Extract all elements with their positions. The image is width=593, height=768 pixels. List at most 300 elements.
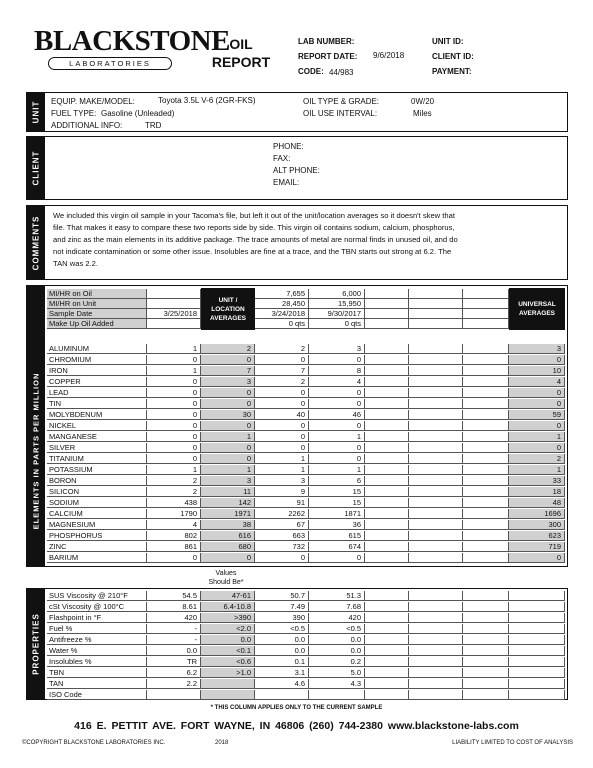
- email-label: EMAIL:: [273, 178, 300, 187]
- element-row-cell: 663: [255, 531, 309, 541]
- elements-section: [26, 285, 568, 567]
- sample-info-row: [47, 309, 567, 319]
- comment-line: file. That makes it easy to compare these two reports side by side. This virgin oil contains sodium, calcium, phosphorus,: [53, 223, 455, 232]
- sample-info-row-cell: 0 qts: [309, 319, 365, 329]
- element-row-cell: 4: [509, 377, 565, 387]
- element-row-cell: 1: [201, 465, 255, 475]
- property-row-label: cSt Viscosity @ 100°C: [47, 602, 147, 612]
- element-row-cell: 3: [201, 476, 255, 486]
- element-row-cell: 59: [509, 410, 565, 420]
- code-value: 44/983: [329, 68, 354, 77]
- element-row-cell: 0: [201, 355, 255, 365]
- property-row: [47, 679, 567, 689]
- element-row: [47, 476, 567, 486]
- comment-line: and zinc as the main elements in its additive package. The trace amounts of metal are normal finds in unused oil, and do: [53, 235, 458, 244]
- property-row: [47, 690, 567, 700]
- element-row-cell: [463, 377, 509, 387]
- element-row-cell: 0: [255, 388, 309, 398]
- sample-info-row: [47, 299, 567, 309]
- element-row-cell: 30: [201, 410, 255, 420]
- property-row-cell: [365, 591, 409, 601]
- property-row-label: TBN: [47, 668, 147, 678]
- element-row-cell: 9: [255, 487, 309, 497]
- element-row-cell: 0: [147, 553, 201, 563]
- element-row-cell: 0: [147, 410, 201, 420]
- element-row-cell: [409, 454, 463, 464]
- element-row-cell: [409, 344, 463, 354]
- property-row-cell: <2.0: [201, 624, 255, 634]
- element-row-cell: 11: [201, 487, 255, 497]
- property-row-cell: [365, 602, 409, 612]
- property-row-cell: [365, 657, 409, 667]
- sample-info-row: [47, 289, 567, 299]
- element-row-cell: 300: [509, 520, 565, 530]
- element-row: [47, 465, 567, 475]
- sample-info-row-cell: [147, 299, 201, 309]
- property-row-cell: [463, 613, 509, 623]
- element-row-cell: 0: [309, 399, 365, 409]
- element-row-label: NICKEL: [47, 421, 147, 431]
- sample-info-row-cell: [409, 319, 463, 329]
- element-row-cell: 2: [147, 476, 201, 486]
- element-row-cell: 0: [201, 443, 255, 453]
- element-row-cell: 0: [255, 399, 309, 409]
- property-row-label: Antifreeze %: [47, 635, 147, 645]
- element-row-cell: 0: [147, 421, 201, 431]
- sample-info-row-cell: 3/24/2018: [255, 309, 309, 319]
- element-row-cell: 1: [255, 465, 309, 475]
- element-row-label: SILICON: [47, 487, 147, 497]
- element-row-cell: [365, 509, 409, 519]
- element-row-cell: 438: [147, 498, 201, 508]
- element-row-cell: [463, 531, 509, 541]
- elements-side-label: ELEMENTS IN PARTS PER MILLION: [27, 336, 45, 566]
- footer-address: 416 E. PETTIT AVE. FORT WAYNE, IN 46806 (260) 744-2380 www.blackstone-labs.com: [74, 720, 519, 732]
- element-row-cell: 0: [509, 443, 565, 453]
- comment-line: We included this virgin oil sample in your Tacoma's file, but left it out of the unit/location averages so it doesn't skew that: [53, 211, 455, 220]
- element-row-label: PHOSPHORUS: [47, 531, 147, 541]
- fuel-label: FUEL TYPE:: [51, 109, 97, 118]
- property-row-cell: 0.1: [255, 657, 309, 667]
- element-row-cell: 1696: [509, 509, 565, 519]
- report-date-label: REPORT DATE:: [298, 52, 358, 61]
- property-row-cell: [201, 679, 255, 689]
- element-row-label: CHROMIUM: [47, 355, 147, 365]
- property-row-cell: [409, 613, 463, 623]
- element-row: [47, 553, 567, 563]
- element-row-label: LEAD: [47, 388, 147, 398]
- element-row-cell: 48: [509, 498, 565, 508]
- footer-note: * THIS COLUMN APPLIES ONLY TO THE CURRENT SAMPLE: [210, 705, 383, 711]
- element-row-cell: [365, 355, 409, 365]
- sample-info-row-cell: 0 qts: [255, 319, 309, 329]
- element-row-cell: 616: [201, 531, 255, 541]
- element-row-cell: [463, 443, 509, 453]
- element-row-cell: 0: [509, 399, 565, 409]
- sample-info-row-cell: 15,950: [309, 299, 365, 309]
- property-row: [47, 657, 567, 667]
- element-row-cell: 1971: [201, 509, 255, 519]
- element-row-cell: 0: [147, 443, 201, 453]
- property-row-cell: 0.0: [255, 646, 309, 656]
- element-row-cell: [463, 366, 509, 376]
- element-row-label: MAGNESIUM: [47, 520, 147, 530]
- element-row-cell: [365, 454, 409, 464]
- sample-info-row-cell: 28,450: [255, 299, 309, 309]
- property-row-cell: [463, 635, 509, 645]
- comment-line: TAN was 2.2.: [53, 259, 99, 268]
- logo-sub: LABORATORIES: [48, 57, 172, 70]
- element-row-cell: [409, 432, 463, 442]
- property-row-cell: [463, 602, 509, 612]
- property-row-cell: 0.0: [309, 646, 365, 656]
- element-row-label: SILVER: [47, 443, 147, 453]
- property-row-label: Flashpoint in °F: [47, 613, 147, 623]
- sample-info-row-cell: [365, 299, 409, 309]
- element-row-cell: 2: [147, 487, 201, 497]
- element-row-cell: [409, 498, 463, 508]
- element-row-cell: 0: [509, 355, 565, 365]
- element-row-cell: [365, 344, 409, 354]
- element-row-cell: [463, 542, 509, 552]
- element-row-cell: 719: [509, 542, 565, 552]
- element-row-cell: [463, 476, 509, 486]
- sample-info-row-cell: 9/30/2017: [309, 309, 365, 319]
- property-row-cell: [255, 690, 309, 700]
- property-row-cell: [509, 602, 565, 612]
- property-row-cell: [365, 668, 409, 678]
- code-label: CODE:: [298, 67, 324, 76]
- element-row-cell: 2: [201, 344, 255, 354]
- property-row-cell: [509, 646, 565, 656]
- element-row-cell: 0: [509, 421, 565, 431]
- element-row: [47, 509, 567, 519]
- property-row-cell: 0.0: [201, 635, 255, 645]
- element-row-cell: 0: [255, 432, 309, 442]
- element-row: [47, 421, 567, 431]
- element-row-cell: [409, 366, 463, 376]
- property-row-cell: [365, 690, 409, 700]
- element-row-cell: 18: [509, 487, 565, 497]
- element-row-cell: [365, 410, 409, 420]
- element-row-cell: 0: [147, 355, 201, 365]
- sample-info-row-cell: [463, 299, 509, 309]
- element-row-cell: [463, 509, 509, 519]
- element-row-label: TITANIUM: [47, 454, 147, 464]
- element-row-cell: 0: [147, 377, 201, 387]
- element-row-cell: 1: [147, 344, 201, 354]
- element-row-cell: [409, 410, 463, 420]
- equip-label: EQUIP. MAKE/MODEL:: [51, 97, 135, 106]
- property-row-cell: -: [147, 624, 201, 634]
- property-row-cell: 51.3: [309, 591, 365, 601]
- sample-info-row-cell: [147, 289, 201, 299]
- sample-info-row-cell: [365, 289, 409, 299]
- property-row-cell: [509, 657, 565, 667]
- element-row-cell: 674: [309, 542, 365, 552]
- element-row-cell: 615: [309, 531, 365, 541]
- sample-info-row-cell: [409, 289, 463, 299]
- element-row-cell: [365, 443, 409, 453]
- element-row-cell: 0: [255, 443, 309, 453]
- element-row-cell: [409, 531, 463, 541]
- element-row-cell: 0: [309, 454, 365, 464]
- sample-info-row-cell: [365, 309, 409, 319]
- unit-section: [26, 92, 568, 132]
- property-row-label: Fuel %: [47, 624, 147, 634]
- element-row-cell: [409, 509, 463, 519]
- element-row-cell: 0: [201, 421, 255, 431]
- property-row-cell: >1.0: [201, 668, 255, 678]
- element-row: [47, 344, 567, 354]
- property-row-cell: 0.0: [255, 635, 309, 645]
- property-row: [47, 635, 567, 645]
- property-row-cell: [509, 635, 565, 645]
- logo-brand: BLACKSTONE: [34, 25, 230, 57]
- property-row-cell: 4.6: [255, 679, 309, 689]
- report-title-line1: OIL: [229, 36, 253, 52]
- client-section: [26, 136, 568, 200]
- element-row: [47, 355, 567, 365]
- sample-info-row-cell: 7,655: [255, 289, 309, 299]
- property-row-cell: [201, 690, 255, 700]
- property-row-cell: [365, 679, 409, 689]
- element-row-cell: [463, 520, 509, 530]
- property-row-cell: 6.4-10.8: [201, 602, 255, 612]
- element-row-cell: 680: [201, 542, 255, 552]
- property-row-label: Insolubles %: [47, 657, 147, 667]
- element-row-cell: 2262: [255, 509, 309, 519]
- element-row-cell: 0: [509, 553, 565, 563]
- interval-value: Miles: [413, 109, 432, 118]
- comments-section: [26, 205, 568, 280]
- property-row-cell: 3.1: [255, 668, 309, 678]
- element-row-cell: [463, 465, 509, 475]
- element-row-cell: 0: [147, 388, 201, 398]
- properties-side-label: PROPERTIES: [27, 589, 45, 699]
- element-row-cell: [365, 421, 409, 431]
- element-row: [47, 388, 567, 398]
- property-row-cell: <0.5: [255, 624, 309, 634]
- universal-averages-header: UNIVERSAL AVERAGES: [509, 288, 565, 330]
- sample-info-row-label: MI/HR on Oil: [47, 289, 147, 299]
- element-row-cell: [409, 443, 463, 453]
- property-row-cell: [509, 613, 565, 623]
- property-row-cell: [309, 690, 365, 700]
- property-row-cell: 47-61: [201, 591, 255, 601]
- property-row: [47, 646, 567, 656]
- report-title-line2: REPORT: [211, 54, 271, 70]
- fuel-value: Gasoline (Unleaded): [101, 109, 175, 118]
- property-row-cell: [509, 690, 565, 700]
- element-row-cell: 4: [309, 377, 365, 387]
- oil-type-label: OIL TYPE & GRADE:: [303, 97, 380, 106]
- property-row-cell: <0.1: [201, 646, 255, 656]
- element-row-cell: 0: [201, 553, 255, 563]
- element-row-cell: [365, 388, 409, 398]
- element-row-cell: 67: [255, 520, 309, 530]
- element-row-cell: 1: [509, 432, 565, 442]
- element-row-label: BORON: [47, 476, 147, 486]
- property-row-cell: [463, 591, 509, 601]
- sample-info-row: [47, 319, 567, 329]
- element-row: [47, 487, 567, 497]
- element-row: [47, 366, 567, 376]
- property-row-cell: [409, 690, 463, 700]
- element-row-cell: [365, 542, 409, 552]
- property-row-cell: 420: [147, 613, 201, 623]
- property-row-cell: [409, 591, 463, 601]
- element-row-cell: [463, 498, 509, 508]
- element-row-cell: 0: [147, 432, 201, 442]
- copyright: ©COPYRIGHT BLACKSTONE LABORATORIES INC.: [22, 740, 166, 746]
- values-should-be-header: Values Should Be*: [208, 570, 244, 586]
- property-row-label: TAN: [47, 679, 147, 689]
- element-row-label: IRON: [47, 366, 147, 376]
- element-row-label: MOLYBDENUM: [47, 410, 147, 420]
- sample-info-row-cell: [365, 319, 409, 329]
- element-row-cell: 3: [201, 377, 255, 387]
- sample-info-row-cell: [409, 299, 463, 309]
- property-row-cell: [409, 624, 463, 634]
- element-row-cell: 38: [201, 520, 255, 530]
- element-row-cell: [365, 498, 409, 508]
- element-row-cell: 1: [309, 465, 365, 475]
- element-row-cell: 3: [255, 476, 309, 486]
- property-row-cell: [409, 602, 463, 612]
- element-row-cell: 1790: [147, 509, 201, 519]
- property-row-cell: [409, 635, 463, 645]
- property-row-cell: [463, 646, 509, 656]
- property-row-cell: 8.61: [147, 602, 201, 612]
- element-row-cell: [409, 377, 463, 387]
- element-row-cell: 40: [255, 410, 309, 420]
- element-row: [47, 454, 567, 464]
- element-row-cell: 1: [255, 454, 309, 464]
- element-row-cell: 4: [147, 520, 201, 530]
- side-bar-top: [27, 286, 45, 336]
- element-row-cell: 0: [201, 388, 255, 398]
- info-value: TRD: [145, 121, 162, 130]
- property-row-cell: 4.3: [309, 679, 365, 689]
- alt-phone-label: ALT PHONE:: [273, 166, 320, 175]
- element-row-cell: [409, 388, 463, 398]
- element-row-cell: [463, 410, 509, 420]
- unit-id-label: UNIT ID:: [432, 37, 464, 46]
- property-row-cell: [463, 624, 509, 634]
- property-row: [47, 591, 567, 601]
- element-row-cell: 142: [201, 498, 255, 508]
- element-row-cell: 8: [309, 366, 365, 376]
- element-row-cell: 0: [147, 454, 201, 464]
- element-row: [47, 399, 567, 409]
- element-row-cell: 36: [309, 520, 365, 530]
- element-row-cell: 10: [509, 366, 565, 376]
- element-row-cell: 0: [255, 355, 309, 365]
- sample-info-row-cell: [463, 289, 509, 299]
- element-row-cell: [409, 476, 463, 486]
- element-row-cell: [365, 531, 409, 541]
- element-row-cell: 15: [309, 487, 365, 497]
- element-row-cell: [409, 487, 463, 497]
- element-row-cell: 91: [255, 498, 309, 508]
- sample-info-row-label: Make Up Oil Added: [47, 319, 147, 329]
- equip-value: Toyota 3.5L V-6 (2GR-FKS): [158, 96, 256, 105]
- element-row-cell: [365, 366, 409, 376]
- element-row-cell: 0: [309, 421, 365, 431]
- element-row-cell: 0: [201, 454, 255, 464]
- element-row-cell: 7: [201, 366, 255, 376]
- element-row-cell: [365, 553, 409, 563]
- element-row-cell: 1: [147, 465, 201, 475]
- sample-info-row-cell: [147, 319, 201, 329]
- property-row-cell: [509, 668, 565, 678]
- sample-info-row-cell: [463, 309, 509, 319]
- element-row: [47, 498, 567, 508]
- property-row-cell: [509, 624, 565, 634]
- sample-info-row-cell: 3/25/2018: [147, 309, 201, 319]
- client-side-label: CLIENT: [27, 137, 45, 199]
- sample-info-row-label: Sample Date: [47, 309, 147, 319]
- element-row-cell: 2: [255, 344, 309, 354]
- property-row-cell: TR: [147, 657, 201, 667]
- element-row-cell: 46: [309, 410, 365, 420]
- element-row-label: COPPER: [47, 377, 147, 387]
- property-row-cell: <0.5: [309, 624, 365, 634]
- element-row-label: ALUMINUM: [47, 344, 147, 354]
- property-row-cell: [365, 646, 409, 656]
- element-row-cell: [365, 465, 409, 475]
- property-row-cell: [509, 679, 565, 689]
- element-row: [47, 520, 567, 530]
- property-row-cell: [509, 591, 565, 601]
- property-row-label: SUS Viscosity @ 210°F: [47, 591, 147, 601]
- comments-side-label: COMMENTS: [27, 206, 45, 279]
- element-row: [47, 542, 567, 552]
- property-row-cell: [409, 679, 463, 689]
- element-row-cell: [409, 520, 463, 530]
- property-row-cell: [365, 624, 409, 634]
- element-row-cell: [409, 355, 463, 365]
- oil-type-value: 0W/20: [411, 97, 435, 106]
- liability: LIABILITY LIMITED TO COST OF ANALYSIS: [452, 740, 573, 746]
- sample-info-row-label: MI/HR on Unit: [47, 299, 147, 309]
- property-row-cell: 7.49: [255, 602, 309, 612]
- element-row-cell: [463, 388, 509, 398]
- property-row-cell: 390: [255, 613, 309, 623]
- element-row-cell: 6: [309, 476, 365, 486]
- copyright-year: 2018: [215, 740, 229, 746]
- element-row-cell: [365, 377, 409, 387]
- element-row-cell: 623: [509, 531, 565, 541]
- property-row-cell: 5.0: [309, 668, 365, 678]
- properties-section: [26, 588, 568, 700]
- element-row-cell: [463, 399, 509, 409]
- element-row: [47, 531, 567, 541]
- comments-text: [53, 210, 559, 270]
- property-row-cell: >390: [201, 613, 255, 623]
- element-row-cell: 2: [509, 454, 565, 464]
- property-row-cell: 0.0: [147, 646, 201, 656]
- property-row-cell: <0.6: [201, 657, 255, 667]
- element-row-cell: 2: [255, 377, 309, 387]
- element-row-label: BARIUM: [47, 553, 147, 563]
- property-row-cell: 50.7: [255, 591, 309, 601]
- element-row: [47, 432, 567, 442]
- property-row-cell: 0.2: [309, 657, 365, 667]
- element-row-cell: [463, 553, 509, 563]
- property-row-cell: 7.68: [309, 602, 365, 612]
